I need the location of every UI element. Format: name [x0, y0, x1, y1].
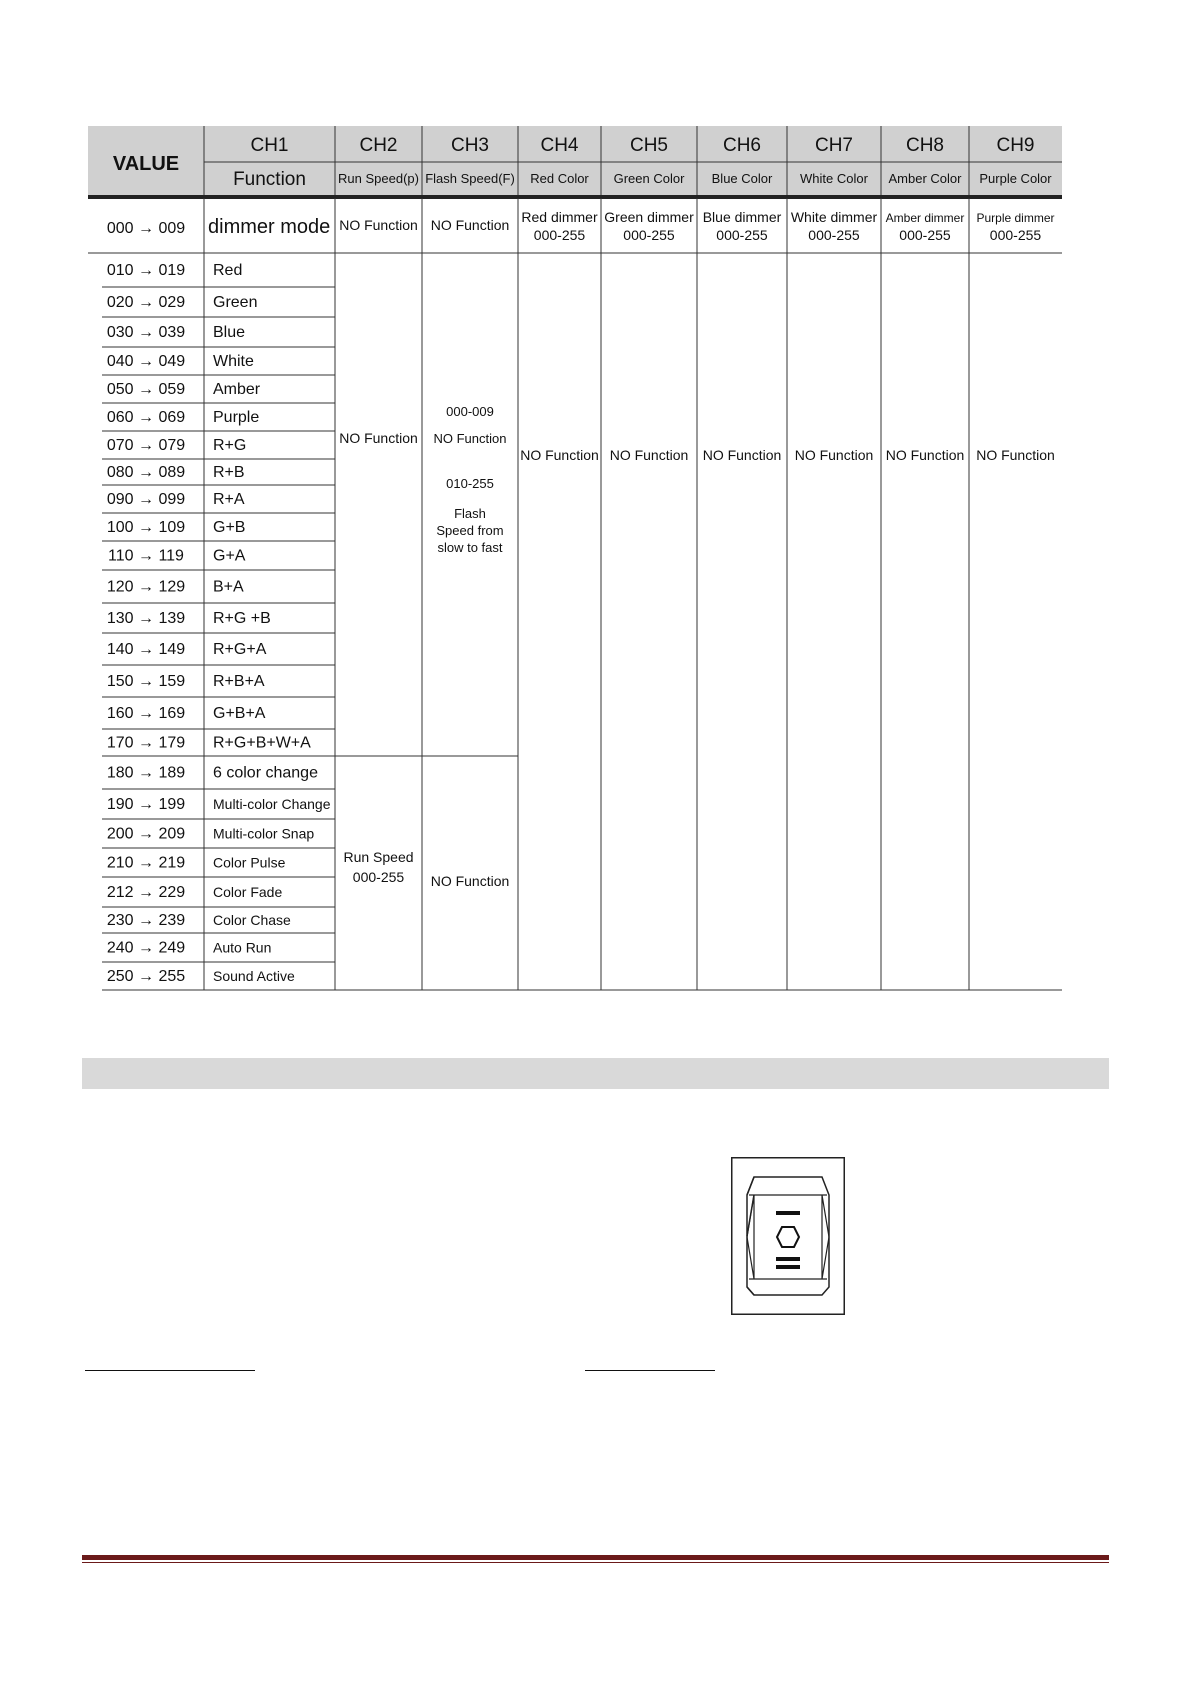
- ch6-body-cell: NO Function: [702, 447, 782, 463]
- table-row-function: Multi-color Snap: [213, 825, 315, 842]
- table-row-function: Color Chase: [213, 912, 291, 928]
- dimmer-range-6: 000-255: [989, 227, 1042, 243]
- dimmer-range-4: 000-255: [808, 227, 860, 243]
- table-row-value: 230 → 239: [106, 912, 186, 929]
- ch7-body-cell: NO Function: [794, 447, 874, 463]
- ch2-upper-cell: NO Function: [339, 430, 418, 446]
- dimmer-range-1: 000-255: [533, 227, 586, 243]
- table-row-value: 210 → 219: [106, 854, 186, 872]
- table-row-function: Auto Run: [213, 939, 272, 956]
- header-rule: [88, 195, 1062, 199]
- ch3-upper-text: NO Function: [433, 431, 507, 446]
- table-row-value: 170 → 179: [106, 734, 186, 752]
- table-row-function: R+G +B: [213, 610, 271, 627]
- ch3-upper-text: 010-255: [446, 476, 494, 491]
- footer-rule-thin: [82, 1562, 1109, 1563]
- ch5-body-cell: NO Function: [609, 447, 689, 463]
- table-row-value: 060 → 069: [106, 409, 186, 426]
- value-header: VALUE: [112, 153, 180, 175]
- channel-header-8: CH8: [905, 135, 945, 156]
- table-row-function: Multi-color Change: [213, 796, 331, 812]
- table-row-value: 200 → 209: [106, 825, 186, 843]
- table-row-function: Sound Active: [213, 968, 295, 984]
- table-row-function: R+G+A: [213, 641, 267, 658]
- dimmer-label-3: Blue dimmer: [702, 209, 782, 225]
- table-row-function: G+A: [213, 547, 246, 565]
- table-row-value: 120 → 129: [106, 578, 186, 596]
- value-cell: 000 → 009: [106, 220, 186, 237]
- underline-right: [585, 1370, 715, 1371]
- channel-function-8: Amber Color: [888, 171, 962, 186]
- table-row-value: 160 → 169: [106, 705, 186, 722]
- table-row-function: Purple: [213, 409, 260, 426]
- channel-function-4: Red Color: [530, 171, 589, 186]
- ch3-lower-cell: NO Function: [430, 873, 510, 889]
- dimmer-range-3: 000-255: [716, 227, 768, 243]
- channel-header-5: CH5: [629, 135, 669, 156]
- dimmer-label-1: Red dimmer: [521, 209, 598, 225]
- channel-header-1: CH1: [250, 135, 289, 156]
- table-row-value: 080 → 089: [106, 464, 186, 481]
- ch2-cell: NO Function: [339, 217, 418, 233]
- channel-header-4: CH4: [540, 135, 579, 156]
- table-row-value: 030 → 039: [106, 324, 186, 341]
- channel-function-7: White Color: [800, 171, 868, 186]
- ch4-body-cell: NO Function: [520, 447, 599, 463]
- table-row-function: Red: [213, 262, 243, 279]
- table-row-function: Amber: [213, 381, 261, 398]
- channel-header-2: CH2: [359, 135, 398, 156]
- dimmer-label-5: Amber dimmer: [885, 211, 965, 225]
- table-row-value: 212 → 229: [106, 884, 186, 901]
- table-row-value: 050 → 059: [106, 381, 186, 398]
- table-row-value: 140 → 149: [106, 641, 186, 658]
- table-row-function: R+G: [213, 437, 247, 454]
- table-row-value: 130 → 139: [106, 610, 186, 627]
- ch3-upper-text: slow to fast: [437, 540, 503, 555]
- table-row-value: 040 → 049: [106, 353, 186, 370]
- section-heading-bar: [82, 1058, 1109, 1089]
- table-row-function: G+B+A: [213, 705, 266, 722]
- ch2-lower-label: Run Speed: [343, 849, 414, 865]
- channel-function-5: Green Color: [613, 171, 685, 186]
- ch3-upper-text: Flash: [454, 506, 486, 521]
- table-row-function: 6 color change: [213, 764, 318, 782]
- dimmer-label-2: Green dimmer: [604, 209, 694, 225]
- table-row-value: 250 → 255: [106, 968, 186, 985]
- table-row-function: Blue: [213, 324, 246, 341]
- table-row-value: 180 → 189: [106, 764, 186, 782]
- ch3-upper-text: 000-009: [446, 404, 494, 419]
- rocker-switch-icon: [731, 1157, 845, 1315]
- ch8-body-cell: NO Function: [885, 447, 965, 463]
- table-row-function: Green: [213, 294, 258, 311]
- dimmer-label-6: Purple dimmer: [976, 211, 1055, 225]
- table-row-function: B+A: [213, 578, 244, 596]
- table-row-value: 020 → 029: [106, 294, 186, 311]
- channel-function-1: Function: [233, 169, 306, 190]
- underline-left: [85, 1370, 255, 1371]
- table-row-function: G+B: [213, 519, 246, 536]
- footer-rule: [82, 1555, 1109, 1560]
- table-row-value: 240 → 249: [106, 939, 186, 957]
- table-row-value: 090 → 099: [106, 491, 186, 508]
- ch3-cell: NO Function: [430, 217, 510, 233]
- table-row-function: White: [213, 353, 254, 370]
- channel-function-3: Flash Speed(F): [425, 171, 515, 186]
- table-row-function: R+B+A: [213, 673, 265, 690]
- table-row-value: 100 → 109: [106, 519, 186, 536]
- channel-function-6: Blue Color: [711, 171, 773, 186]
- dimmer-range-2: 000-255: [623, 227, 675, 243]
- channel-header-7: CH7: [814, 135, 854, 156]
- table-row-value: 070 → 079: [106, 437, 186, 454]
- table-row-function: Color Pulse: [213, 854, 286, 871]
- table-row-function: R+B: [213, 464, 245, 481]
- table-row-value: 010 → 019: [106, 262, 186, 279]
- ch2-lower-range: 000-255: [352, 869, 405, 885]
- channel-function-2: Run Speed(p): [338, 171, 419, 186]
- channel-header-9: CH9: [996, 135, 1035, 156]
- table-row-value: 150 → 159: [106, 673, 186, 690]
- function-cell: dimmer mode: [208, 216, 331, 238]
- dimmer-range-5: 000-255: [899, 227, 951, 243]
- ch3-upper-text: Speed from: [436, 523, 504, 538]
- table-row-function: R+A: [213, 491, 245, 508]
- channel-function-9: Purple Color: [979, 171, 1052, 186]
- channel-header-6: CH6: [722, 135, 762, 156]
- table-row-value: 110 → 119: [108, 547, 184, 565]
- dimmer-label-4: White dimmer: [790, 209, 878, 225]
- ch9-body-cell: NO Function: [976, 447, 1055, 463]
- table-row-value: 190 → 199: [106, 796, 186, 813]
- table-row-function: Color Fade: [213, 884, 283, 900]
- channel-header-3: CH3: [450, 135, 490, 156]
- table-row-function: R+G+B+W+A: [213, 734, 311, 752]
